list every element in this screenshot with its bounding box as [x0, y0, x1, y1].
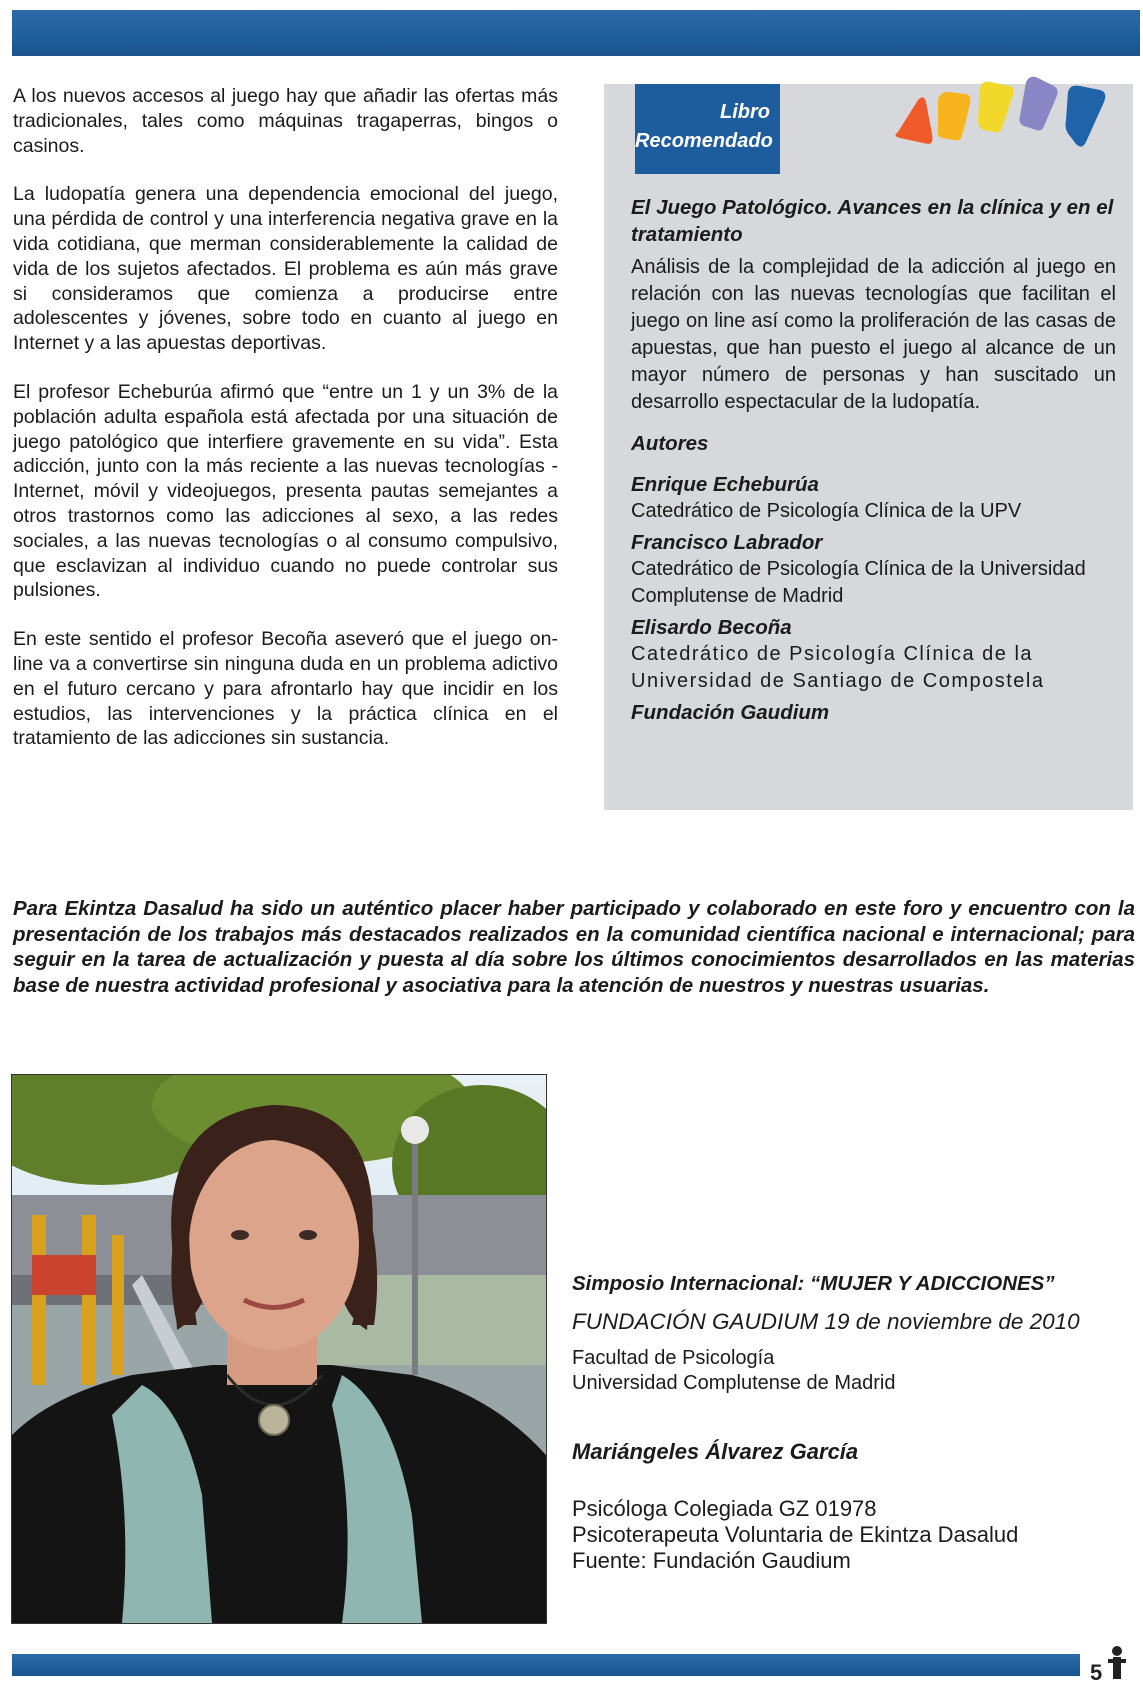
brand-shape-1 [895, 97, 932, 144]
author-credential: Psicóloga Colegiada GZ 01978 [572, 1496, 877, 1521]
authors-heading: Autores [631, 432, 709, 455]
author-role: Catedrático de Psicología Clínica de la UPV [631, 500, 1022, 522]
article-paragraph: A los nuevos accesos al juego hay que añadir las ofertas más tradicionales, tales como máquinas tragaperras, bingos o casinos. [13, 85, 558, 157]
symposium-place: Universidad Complutense de Madrid [572, 1372, 896, 1394]
symposium-info [572, 1270, 1137, 1574]
tag-line-1: Libro [720, 101, 770, 123]
footer-figure-icon [1106, 1645, 1128, 1681]
article-body [13, 84, 558, 775]
pendant [259, 1405, 289, 1435]
brand-logo-icon [892, 72, 1112, 152]
tag-line-2: Recomendado [635, 130, 773, 152]
book-description: Análisis de la complejidad de la adicción al juego en relación con las nuevas tecnologías que facilitan el juego on line así como la proliferación de las casas de apuestas, que han puesto el juego al alcance de un mayor número de personas y han suscitado un desarrollo espectacular de la ludopatía. [631, 256, 1116, 413]
brand-shape-3 [978, 82, 1014, 133]
article-paragraph: En este sentido el profesor Becoña aseveró que el juego on-line va a convertirse sin ninguna duda en un problema adictivo en el futuro cercano y para afrontarlo hay que incidir en los estudios, las intervenciones y la práctica clínica en el tratamiento de las adicciones sin sustancia. [13, 628, 558, 750]
author-name: Elisardo Becoña [631, 616, 792, 639]
article-paragraph: La ludopatía genera una dependencia emocional del juego, una pérdida de control y una interferencia negativa grave en la vida cotidiana, que merman considerablemente la calidad de vida de los sujetos afectados. El problema es aún más grave si consideramos que comienza a producirse entre adolescentes y jóvenes, sobre todo en cuanto al juego en Internet y a las apuestas deportivas. [13, 183, 558, 355]
author-credential: Psicoterapeuta Voluntaria de Ekintza Dasalud [572, 1522, 1019, 1547]
symposium-place: Facultad de Psicología [572, 1347, 775, 1369]
symposium-organizer: FUNDACIÓN GAUDIUM 19 de noviembre de 2010 [572, 1309, 1080, 1334]
brand-shape-5 [1066, 86, 1106, 147]
author-name: Enrique Echeburúa [631, 473, 819, 496]
author-photo [11, 1074, 547, 1624]
author-role: Catedrático de Psicología Clínica de la Universidad de Santiago de Compostela [631, 643, 1045, 692]
author-source: Fuente: Fundación Gaudium [572, 1548, 851, 1573]
book-details [631, 194, 1116, 726]
book-title: El Juego Patológico. Avances en la clínica y en el tratamiento [631, 196, 1114, 246]
lamp-post [412, 1135, 418, 1375]
header-bar [12, 10, 1140, 56]
author-name: Francisco Labrador [631, 531, 823, 554]
article-paragraph: El profesor Echeburúa afirmó que “entre un 1 y un 3% de la población adulta española está afectada por una situación de juego patológico que interfiere gravemente en su vida”. Esta adicción, junto con la más reciente a las nuevas tecnologías -Internet, móvil y videojuegos, presenta pautas semejantes a otros trastornos como las adicciones al sexo, a las redes sociales, a las nuevas tecnologías o al consumo compulsivo, que esclavizan al individuo cuando no puede controlar sus pulsiones. [13, 380, 558, 602]
recommended-book-box [604, 84, 1133, 810]
brand-shape-4 [1020, 77, 1058, 131]
portrait-illustration [12, 1075, 546, 1623]
closing-statement: Para Ekintza Dasalud ha sido un auténtico placer haber participado y colaborado en este foro y encuentro con la presentación de los trabajos más destacados realizados en la comunidad científica nacional e internacional; para seguir en la tarea de actualización y puesta al día sobre los últimos conocimientos desarrollados en las materias base de nuestra actividad profesional y asociativa para la atención de nuestros y nuestras usuarias. [13, 897, 1135, 997]
author-role: Catedrático de Psicología Clínica de la Universidad Complutense de Madrid [631, 558, 1086, 607]
book-publisher: Fundación Gaudium [631, 701, 830, 724]
brand-shape-2 [938, 92, 971, 141]
author-name-heading: Mariángeles Álvarez García [572, 1439, 859, 1464]
page-number: 5 [1090, 1660, 1103, 1685]
symposium-title: Simposio Internacional: “MUJER Y ADICCIONES” [572, 1272, 1055, 1295]
recommended-book-tag [635, 84, 780, 174]
face [189, 1140, 359, 1350]
footer-bar [12, 1654, 1080, 1676]
playground-frame [32, 1215, 46, 1385]
